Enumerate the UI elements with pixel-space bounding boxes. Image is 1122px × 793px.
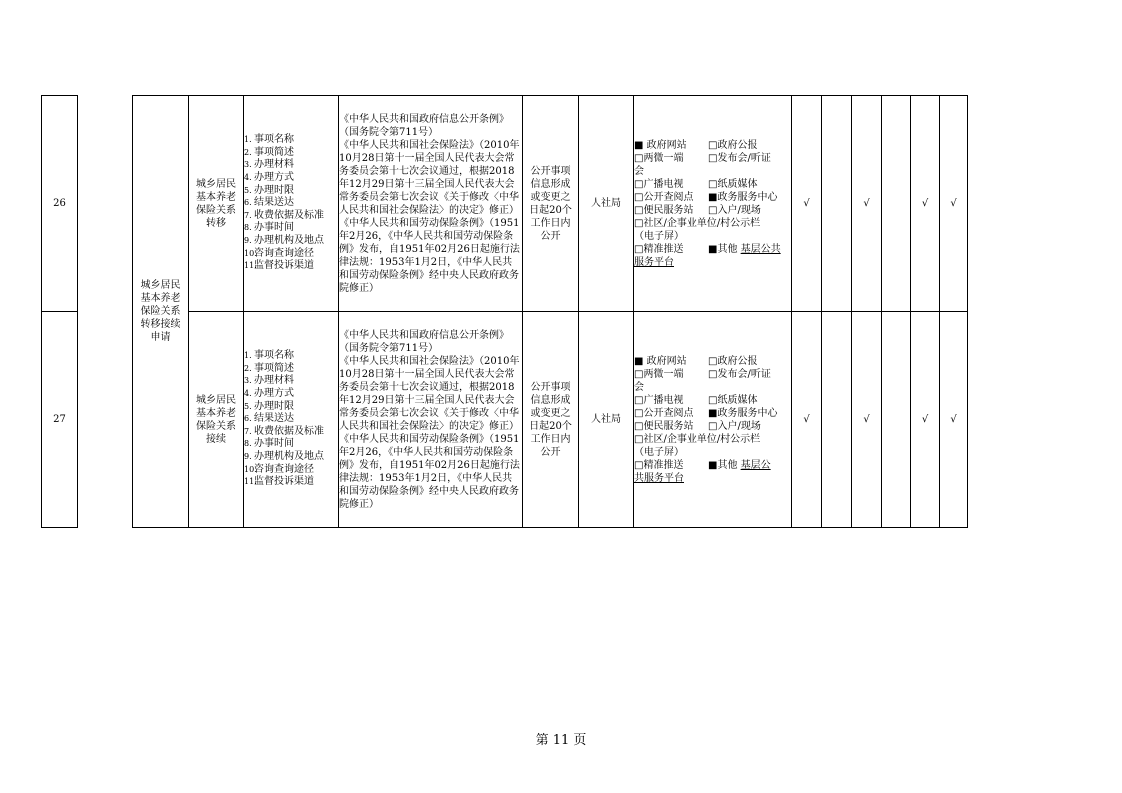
group-item-text: 城乡居民基本养老保险关系转移接续申请 [140, 280, 181, 343]
check-cell: √ [792, 96, 822, 312]
check-cell [882, 312, 911, 528]
sub-item-cell: 城乡居民基本养老保险关系接续 [189, 312, 244, 528]
check-cell: √ [911, 96, 940, 312]
channels-cell: ■ 政府网站 □政府公报 □两微一端 □发布会/听证 会 □广播电视 □纸质媒体 □公开查阅点 ■政务服务中心 □便民服务站 □入户/现场 □社区/企事业单位/村公示栏 （电子屏） □精准推送 ■其他 基层公共 服务平台 [634, 96, 792, 312]
disclosure-table [41, 95, 968, 528]
basis-cell: 《中华人民共和国政府信息公开条例》（国务院令第711号） 《中华人民共和国社会保险法》（2010年10月28日第十一届全国人民代表大会常务委员会第十七次会议通过，根据2018年12月29日第十三届全国人民代表大会常务委员会第七次会议《关于修改〈中华人民共和国社会保险法〉的决定》修正） 《中华人民共和国劳动保险条例》（1951年2月26，《中华人民共和国劳动保险条例》发布，自1951年02月26日起施行法律法规：1953年1月2日，《中华人民共和国劳动保险条例》经中央人民政府政务院修正） [339, 96, 523, 312]
check-cell [822, 96, 852, 312]
spacer-cell [78, 96, 133, 312]
check-cell: √ [852, 312, 882, 528]
check-cell: √ [792, 312, 822, 528]
subject-cell: 人社局 [579, 96, 634, 312]
basis-cell: 《中华人民共和国政府信息公开条例》（国务院令第711号） 《中华人民共和国社会保险法》（2010年10月28日第十一届全国人民代表大会常务委员会第十七次会议通过，根据2018年12月29日第十三届全国人民代表大会常务委员会第七次会议《关于修改〈中华人民共和国社会保险法〉的决定》修正） 《中华人民共和国劳动保险条例》（1951年2月26，《中华人民共和国劳动保险条例》发布，自1951年02月26日起施行法律法规：1953年1月2日，《中华人民共和国劳动保险条例》经中央人民政府政务院修正） [339, 312, 523, 528]
check-cell [822, 312, 852, 528]
check-cell: √ [911, 312, 940, 528]
contents-cell: 1. 事项名称 2. 事项简述 3. 办理材料 4. 办理方式 5. 办理时限 6. 结果送达 7. 收费依据及标准 8. 办事时间 9. 办理机构及地点 10.咨询查询途径 11.监督投诉渠道 [244, 96, 339, 312]
row-number: 27 [42, 312, 78, 528]
sub-item-cell: 城乡居民基本养老保险关系转移 [189, 96, 244, 312]
row-number: 26 [42, 96, 78, 312]
channels-cell: ■ 政府网站 □政府公报 □两微一端 □发布会/听证 会 □广播电视 □纸质媒体 □公开查阅点 ■政务服务中心 □便民服务站 □入户/现场 □社区/企事业单位/村公示栏 （电子屏） □精准推送 ■其他 基层公 共服务平台 [634, 312, 792, 528]
page-number: 第 11 页 [535, 733, 587, 748]
check-cell: √ [940, 312, 968, 528]
check-cell: √ [940, 96, 968, 312]
group-item-cell [133, 96, 189, 528]
spacer-cell [78, 312, 133, 528]
time-limit-cell: 公开事项信息形成或变更之日起20个工作日内公开 [523, 96, 579, 312]
check-cell [882, 96, 911, 312]
contents-cell: 1. 事项名称 2. 事项简述 3. 办理材料 4. 办理方式 5. 办理时限 6. 结果送达 7. 收费依据及标准 8. 办事时间 9. 办理机构及地点 10.咨询查询途径 11.监督投诉渠道 [244, 312, 339, 528]
check-cell: √ [852, 96, 882, 312]
table-row [42, 96, 968, 312]
subject-cell: 人社局 [579, 312, 634, 528]
time-limit-cell: 公开事项信息形成或变更之日起20个工作日内公开 [523, 312, 579, 528]
